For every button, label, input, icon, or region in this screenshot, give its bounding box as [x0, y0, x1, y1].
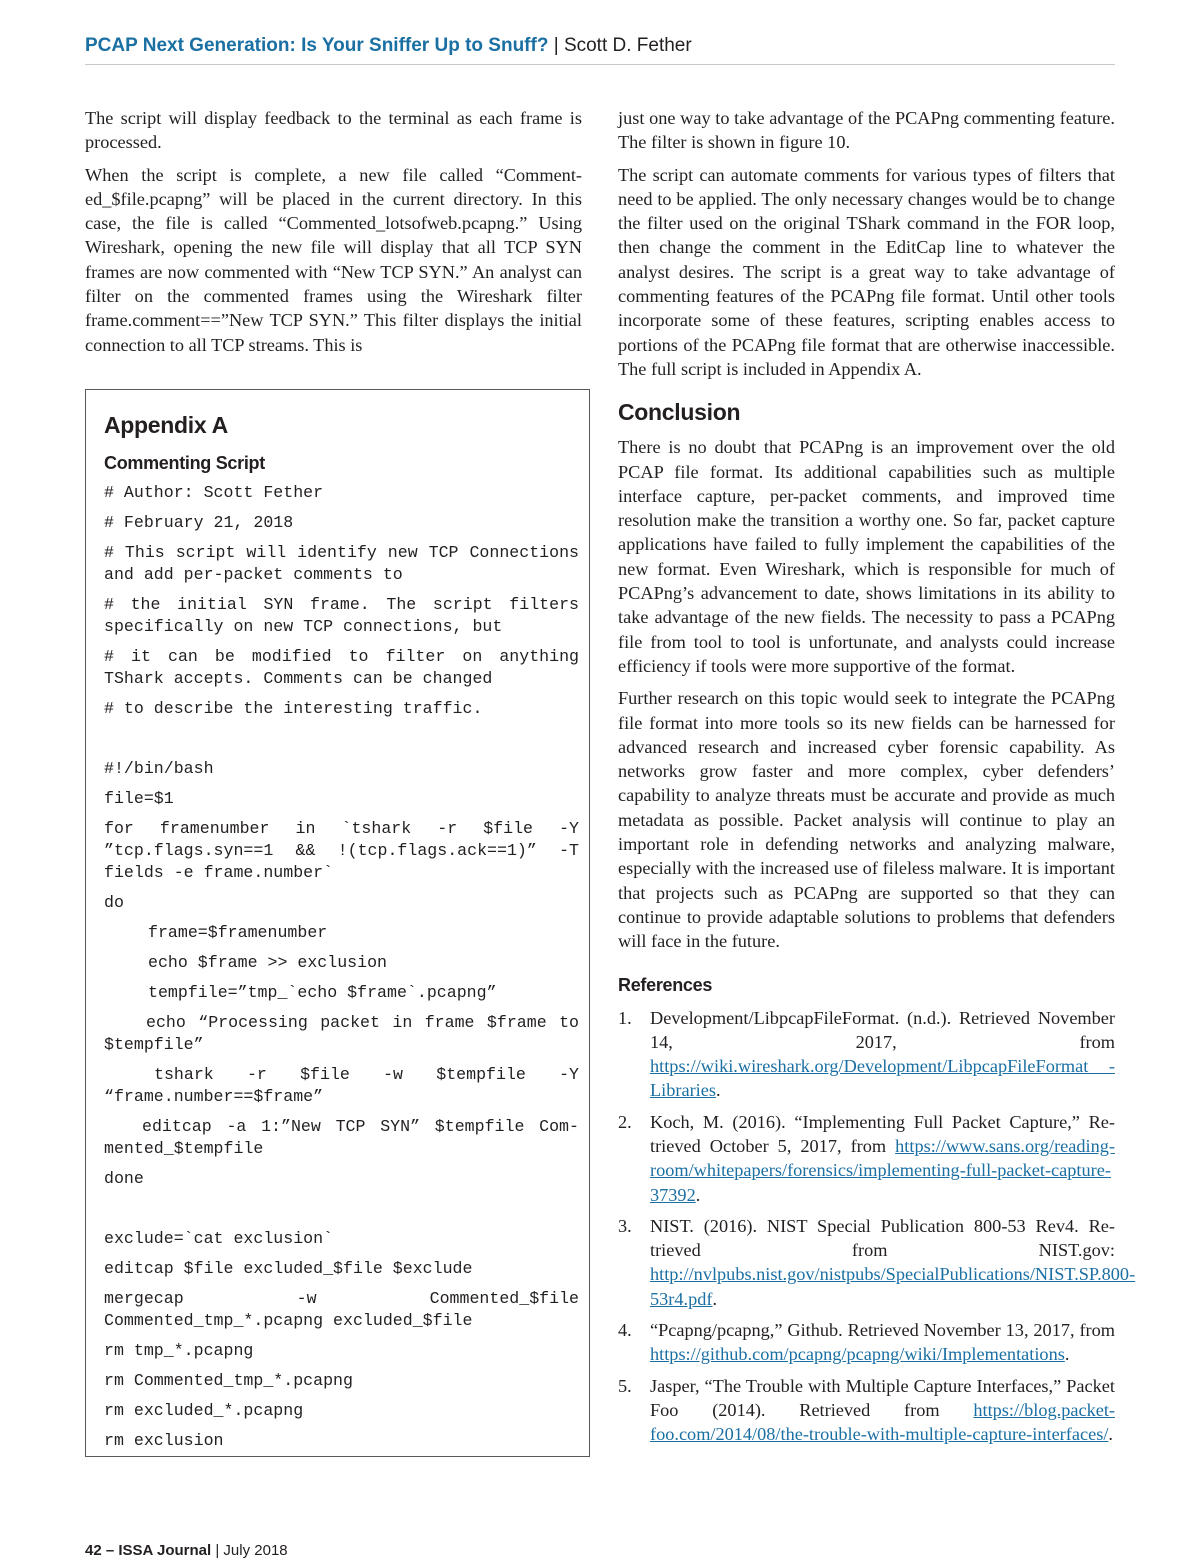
references-list	[618, 1006, 1136, 1447]
code-line: # This script will identify new TCP Connections and add per-packet comments to	[104, 543, 589, 584]
code-line: file=$1	[104, 789, 174, 808]
reference-number: 2.	[618, 1111, 632, 1132]
footer-separator: |	[215, 1542, 220, 1559]
reference-number: 5.	[618, 1375, 632, 1396]
body-paragraph: The script will display feedback to the terminal as each frame is processed.	[85, 108, 582, 153]
code-line: #!/bin/bash	[104, 759, 214, 778]
code-blank-line	[104, 1198, 579, 1220]
reference-item	[618, 1110, 1115, 1207]
code-line: # the initial SYN frame. The script filters specifically on new TCP connections, but	[104, 595, 589, 636]
right-column	[618, 106, 1136, 1454]
code-line: # February 21, 2018	[104, 513, 294, 532]
footer-page-label: 42 – ISSA Journal	[85, 1542, 212, 1559]
appendix-box	[85, 389, 590, 1457]
reference-text: “Pcapng/pcapng,” Github. Retrieved November 13, 2017, from	[650, 1320, 1115, 1341]
reference-item	[618, 1318, 1115, 1367]
reference-text: NIST. (2016). NIST Special Publication 800-53 Rev4. Retrieved from NIST.gov:	[650, 1215, 1115, 1261]
code-line: mergecap -w Commented_$file Commented_tmp_*.pcapng excluded_$file	[104, 1289, 589, 1330]
code-line: rm tmp_*.pcapng	[104, 1341, 254, 1360]
article-series-title: PCAP Next Generation: Is Your Sniffer Up to Snuff?	[85, 35, 549, 56]
reference-text: Development/LibpcapFileFormat. (n.d.). Retrieved November 14, 2017, from	[650, 1007, 1115, 1052]
appendix-title: Appendix A	[104, 412, 228, 438]
references-heading: References	[618, 974, 713, 995]
body-paragraph: Further research on this topic would seek to integrate the PCAPng file format into more tools so its new fields can be harnessed for advanced research and increased cyber forensic capability. As networks grow faster and more complex, cyber defenders’ capability to analyze threats must be accurate and provide as much metadata as possible. Packet analysis will continue to play an important role in defending networks and analyzing malware, especially with the increased use of fileless malware. It is important that projects such as PCAPng are supported so that they can continue to provide adaptable solutions to problems that defenders will face in the future.	[618, 688, 1115, 952]
reference-item	[618, 1006, 1115, 1103]
appendix-subtitle: Commenting Script	[104, 453, 265, 473]
reference-link[interactable]: https://blog.packet-foo.com/2014/08/the-trouble-with-multiple-capture-interfaces/	[650, 1399, 1115, 1445]
body-paragraph: The script can automate comments for various types of filters that need to be applied. The only necessary changes would be to change the filter used on the original TShark command in the FOR loop, then change the comment in the EditCap line to whatever the analyst desires. The script is a great way to take advantage of commenting features of the PCAPng file format. Until other tools incorporate some of these features, scripting enables access to portions of the PCAPng file format that are otherwise inaccessible. The full script is included in Appendix A.	[618, 164, 1115, 379]
code-line: echo “Processing packet in frame $frame to $tempfile”	[104, 1013, 589, 1054]
header-separator: |	[553, 35, 559, 56]
reference-text: Koch, M. (2016). “Implementing Full Packet Capture,” Retrieved October 5, 2017, from	[650, 1111, 1115, 1156]
code-line: rm exclusion	[104, 1431, 224, 1450]
article-author: Scott D. Fether	[563, 35, 692, 56]
running-header	[85, 34, 1115, 58]
footer-date: July 2018	[223, 1542, 288, 1559]
code-line: frame=$framenumber	[148, 923, 328, 942]
reference-link[interactable]: https://github.com/pcapng/pcapng/wiki/Implementations	[650, 1344, 1065, 1365]
reference-tail: .	[1108, 1424, 1113, 1445]
code-line: done	[104, 1169, 144, 1188]
code-line: echo $frame >> exclusion	[148, 953, 387, 972]
left-column	[85, 106, 582, 365]
reference-link[interactable]: http://nvlpubs.nist.gov/nistpubs/SpecialPublications/NIST.SP.800-53r4.pdf	[650, 1264, 1136, 1309]
reference-item	[618, 1374, 1115, 1447]
body-paragraph: There is no doubt that PCAPng is an improvement over the old PCAP file format. Its additional capabilities such as multiple interface capture, per-packet comments, and improved time resolution make the transition a worthy one. So far, packet capture applications have failed to fully implement the capabilities of the new format. Even Wireshark, which is responsible for much of PCAPng’s advancement to date, shows limitations in its ability to take advantage of the new fields. The necessity to pass a PCAPng file from tool to tool is unfortunate, and analysts could increase efficiency if tools were more supportive of the format.	[618, 437, 1115, 676]
reference-text: Jasper, “The Trouble with Multiple Capture Interfaces,” Packet Foo (2014). Retrieved from	[650, 1375, 1115, 1420]
code-line: exclude=`cat exclusion`	[104, 1229, 334, 1248]
page-footer	[85, 1541, 288, 1561]
code-line: rm excluded_*.pcapng	[104, 1401, 304, 1420]
code-line: editcap -a 1:”New TCP SYN” $tempfile Commented_$tempfile	[104, 1117, 579, 1158]
code-blank-line	[104, 728, 579, 750]
reference-tail: .	[715, 1080, 721, 1101]
reference-number: 3.	[618, 1215, 632, 1236]
reference-tail: .	[1064, 1344, 1070, 1365]
body-paragraph: just one way to take advantage of the PCAPng commenting feature. The filter is shown in figure 10.	[618, 108, 1115, 153]
reference-number: 1.	[618, 1007, 632, 1028]
reference-tail: .	[712, 1288, 718, 1309]
code-line: rm Commented_tmp_*.pcapng	[104, 1371, 353, 1390]
reference-item	[618, 1214, 1136, 1311]
reference-number: 4.	[618, 1320, 632, 1341]
reference-link[interactable]: https://www.sans.org/reading-room/whitepapers/forensics/implementing-full-packet-capture-37392	[650, 1135, 1115, 1205]
reference-link[interactable]: https://wiki.wireshark.org/Development/LibpcapFileFormat - Libraries	[650, 1056, 1115, 1101]
reference-tail: .	[695, 1184, 701, 1205]
body-paragraph: When the script is complete, a new file called “Commented_$file.pcapng” will be placed in the current directory. In this case, the file is called “Commented_lotsofweb.pcapng.” Using Wireshark, opening the new file will display that all TCP SYN frames are now commented with “New TCP SYN.” An analyst can filter on the commented frames using the Wireshark filter frame.comment==”New TCP SYN.” This filter displays the initial connection to all TCP streams. This is	[85, 164, 582, 355]
code-line: do	[104, 893, 124, 912]
code-listing	[104, 482, 589, 1452]
header-rule	[85, 64, 1115, 65]
code-line: editcap $file excluded_$file $exclude	[104, 1259, 473, 1278]
code-line: tempfile=”tmp_`echo $frame`.pcapng”	[148, 983, 497, 1002]
code-line: for framenumber in `tshark -r $file -Y ”tcp.flags.syn==1 && !(tcp.flags.ack==1)” -T fields -e frame.number`	[104, 819, 589, 882]
conclusion-heading: Conclusion	[618, 399, 741, 426]
code-line: tshark -r $file -w $tempfile -Y “frame.number==$frame”	[104, 1065, 589, 1106]
code-line: # it can be modified to filter on anything TShark accepts. Comments can be changed	[104, 647, 589, 688]
code-line: # to describe the interesting traffic.	[104, 699, 483, 718]
code-line: # Author: Scott Fether	[104, 483, 324, 502]
